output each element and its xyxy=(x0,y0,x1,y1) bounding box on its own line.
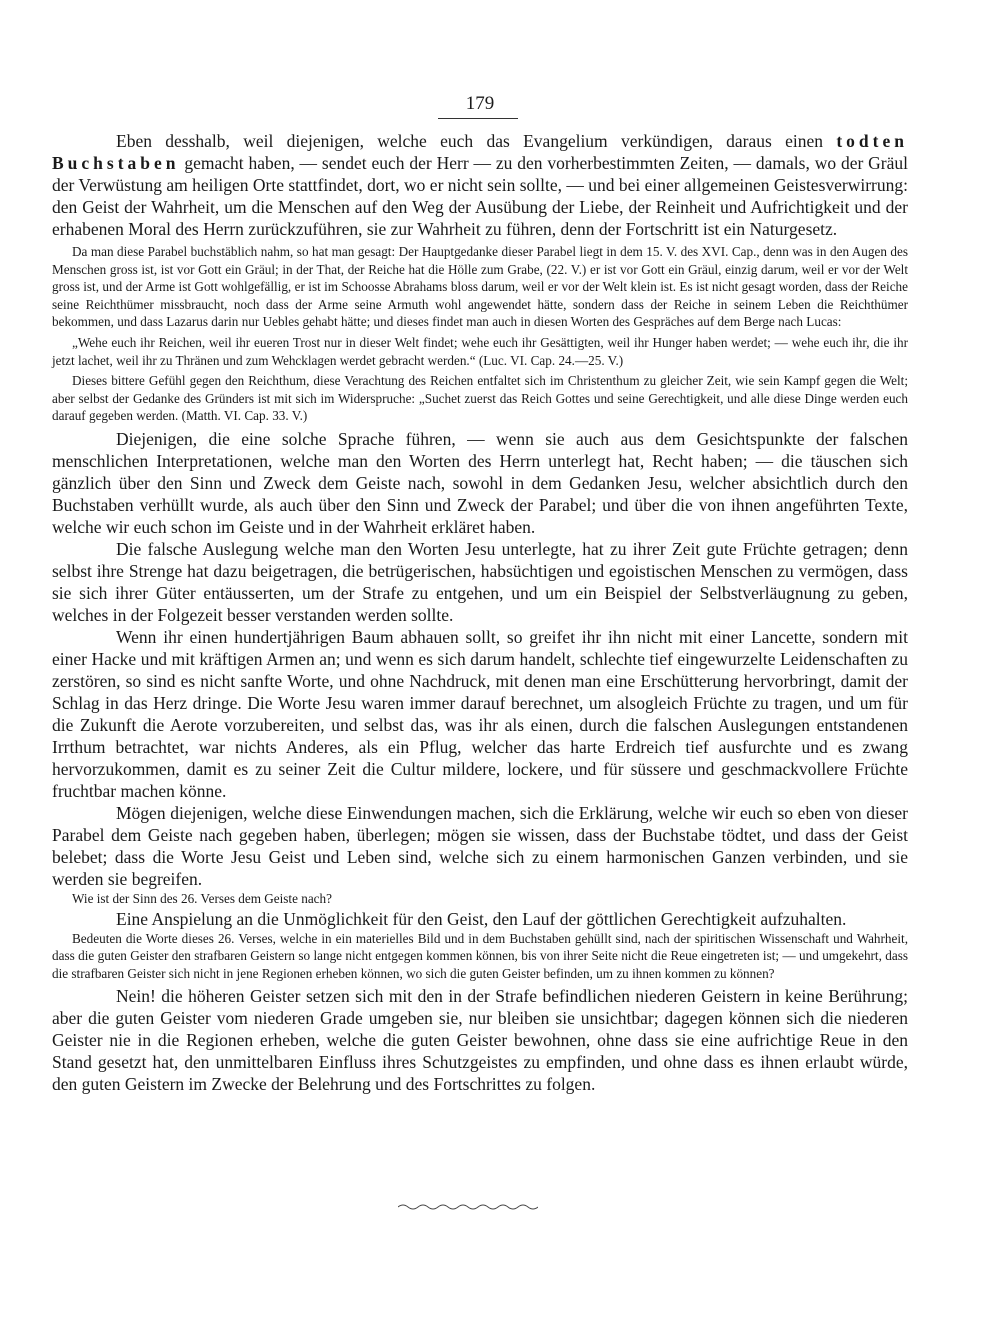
paragraph-6: Nein! die höheren Geister setzen sich mit den in der Strafe befindlichen niederen Geistern in keine Berührung; aber die guten Geister vom niederen Grade umgeben sie, nur bleiben sie unsichtbar; dagegen können sich die niederen Geister nie in die Regionen erheben, welche die guten Geister bewohnen, ohne dass sie eine aufrichtige Reue in den Stand gesetzt hat, den unmittelbaren Einfluss ihres Schutzgeistes zu empfinden, und ohne dass es ihnen erlaubt würde, den guten Geistern im Zwecke der Belehrung und des Fortschrittes zu folgen. xyxy=(52,986,908,1095)
page-number: 179 xyxy=(465,93,495,114)
ornamental-divider xyxy=(398,1202,538,1212)
paragraph-3: Die falsche Auslegung welche man den Worten Jesu unterlegte, hat zu ihrer Zeit gute Früchte getragen; denn selbst ihre Strenge hat dazu beigetragen, die betrügerischen, habsüchtigen und egoistischen Menschen zu vermögen, dass sie sich ihrer Güter entäusserten, um der Strafe zu entgehen, und um ein Beispiel der Selbstverläugnung zu geben, welches in der Folgezeit besser verstanden werden sollte. xyxy=(52,538,908,625)
paragraph-1 xyxy=(52,130,908,240)
paragraph-1-lead: Eben desshalb, weil diejenigen, welche euch das Evangelium verkündigen, daraus einen xyxy=(116,131,837,151)
page-body xyxy=(52,130,908,1095)
question-1: Wie ist der Sinn des 26. Verses dem Geiste nach? xyxy=(72,890,332,906)
paragraph-1-rest: gemacht haben, — sendet euch der Herr — zu den vorherbestimmten Zeiten, — damals, wo der Gräul der Verwüstung am heiligen Orte stattfindet, dort, wo er nicht sein sollte, — und bei einer allgemeinen Geistesverwirrung: den Geist der Wahrheit, um die Menschen auf den Weg der Ausübung der Liebe, der Reinheit und Aufrichtigkeit und der erhabenen Moral des Herrn zurückzuführen, sie zur Wahrheit zu führen, denn der Fortschritt ist ein Naturgesetz. xyxy=(52,153,908,239)
note-2: Dieses bittere Gefühl gegen den Reichthum, diese Verachtung des Reichen entfaltet sich im Christenthum zu gleicher Zeit, wie sein Kampf gegen die Welt; aber selbst der Gedanke des Gründers ist mit sich im Widerspruche: „Suchet zuerst das Reich Gottes und seine Gerechtigkeit, und alle diese Dinge werden euch darauf gegeben werden. (Matth. VI. Cap. 33. V.) xyxy=(52,373,908,424)
note-1: Da man diese Parabel buchstäblich nahm, so hat man gesagt: Der Hauptgedanke dieser Parabel liegt in dem 15. V. des XVI. Cap., denn was in den Augen des Menschen gross ist, ist vor Gott ein Gräul; in der That, der Reiche hat die Hölle zum Grabe, (22. V.) er ist vor Gott ein Gräul, einzig darum, weil er vor der Welt gross ist, und der Arme ist Gott wohlgefällig, er ist im Schoosse Abrahams bloss darum, weil er vor der Welt klein ist. Es ist nicht gesagt worden, dass der Reiche seine Reichthümer missbraucht, noch dass der Arme seine Armuth wohl angewendet hätte, sondern dass der Reiche in seinem Leben die Reichthümer bekommen, und dass Lazarus darin nur Uebles gehabt hätte; und dieses findet man auch in diesen Worten des Gespräches auf dem Berge nach Lucas: xyxy=(52,244,908,330)
paragraph-4: Wenn ihr einen hundertjährigen Baum abhauen sollt, so greifet ihr ihn nicht mit einer Lancette, sondern mit einer Hacke und mit kräftigen Armen an; und wenn es sich darum handelt, schlechte tief eingewurzelte Leidenschaften zu zerstören, so sind es nicht sanfte Worte, und ohne Nachdruck, mit denen man eine Erschütterung hervorbringt, damit der Schlag in das Herz dringe. Die Worte Jesu waren immer darauf berechnet, um alsogleich Früchte zu tragen, und um für die Zukunft die Aerote vorzubereiten, und selbst das, was ihr als einen, durch die falschen Auslegungen entstandenen Irrthum betrachtet, war nichts Anderes, als ein Pflug, welcher das harte Erdreich tief ausfurchte und es zwang hervorzukommen, damit es zu seiner Zeit die Cultur mildere, lockere, und für süssere und geschmackvollere Früchte fruchtbar machen könne. xyxy=(52,626,908,801)
emphasis-buchstaben: Buchstaben xyxy=(52,153,180,173)
paragraph-2: Diejenigen, die eine solche Sprache führen, — wenn sie auch aus dem Gesichtspunkte der falschen menschlichen Interpretationen, welche man den Worten des Herrn unterlegt hat, Recht haben; — die täuschen sich gänzlich über den Sinn und Zweck dem Geiste nach, sowohl in dem Gedanken Jesu, welcher absichtlich durch den Buchstaben verhüllt wurde, als auch über den Sinn und Zweck der Parabel; und über die von ihnen angeführten Texte, welche wir euch schon im Geiste und in der Wahrheit erkläret haben. xyxy=(52,428,908,537)
answer-1: Eine Anspielung an die Unmöglichkeit für den Geist, den Lauf der göttlichen Gerechtigkeit aufzuhalten. xyxy=(116,908,847,929)
paragraph-5: Mögen diejenigen, welche diese Einwendungen machen, sich die Erklärung, welche wir euch so eben von dieser Parabel dem Geiste nach gegeben haben, überlegen; mögen sie wissen, dass der Buchstabe tödtet, und dass der Geist belebet; dass die Worte Jesu Geist und Leben sind, welche sich zu einem harmonischen Ganzen verbinden, und sie werden sie begreifen. xyxy=(52,802,908,889)
quote-luke: „Wehe euch ihr Reichen, weil ihr eueren Trost nur in dieser Welt findet; wehe euch ihr Gesättigten, weil ihr Hunger haben werdet; — wehe euch ihr, die ihr jetzt lachet, weil ihr zu Thränen und zum Wehcklagen werdet gebracht werden.“ (Luc. VI. Cap. 24.—25. V.) xyxy=(52,334,908,368)
note-3: Bedeuten die Worte dieses 26. Verses, welche in ein materielles Bild und in dem Buchstaben gehüllt sind, nach der spiritischen Wissenschaft und Wahrheit, dass die guten Geister den strafbaren Geistern so lange nicht entgegen kommen können, bis von ihrer Seite nicht die Reue eingetreten ist; — und umgekehrt, dass die strafbaren Geister sich nicht in jene Regionen erheben können, wo sich die guten Geister befinden, um zu ihnen kommen zu können? xyxy=(52,930,908,981)
emphasis-todten: todten xyxy=(836,131,908,151)
page-number-rule xyxy=(438,118,518,119)
